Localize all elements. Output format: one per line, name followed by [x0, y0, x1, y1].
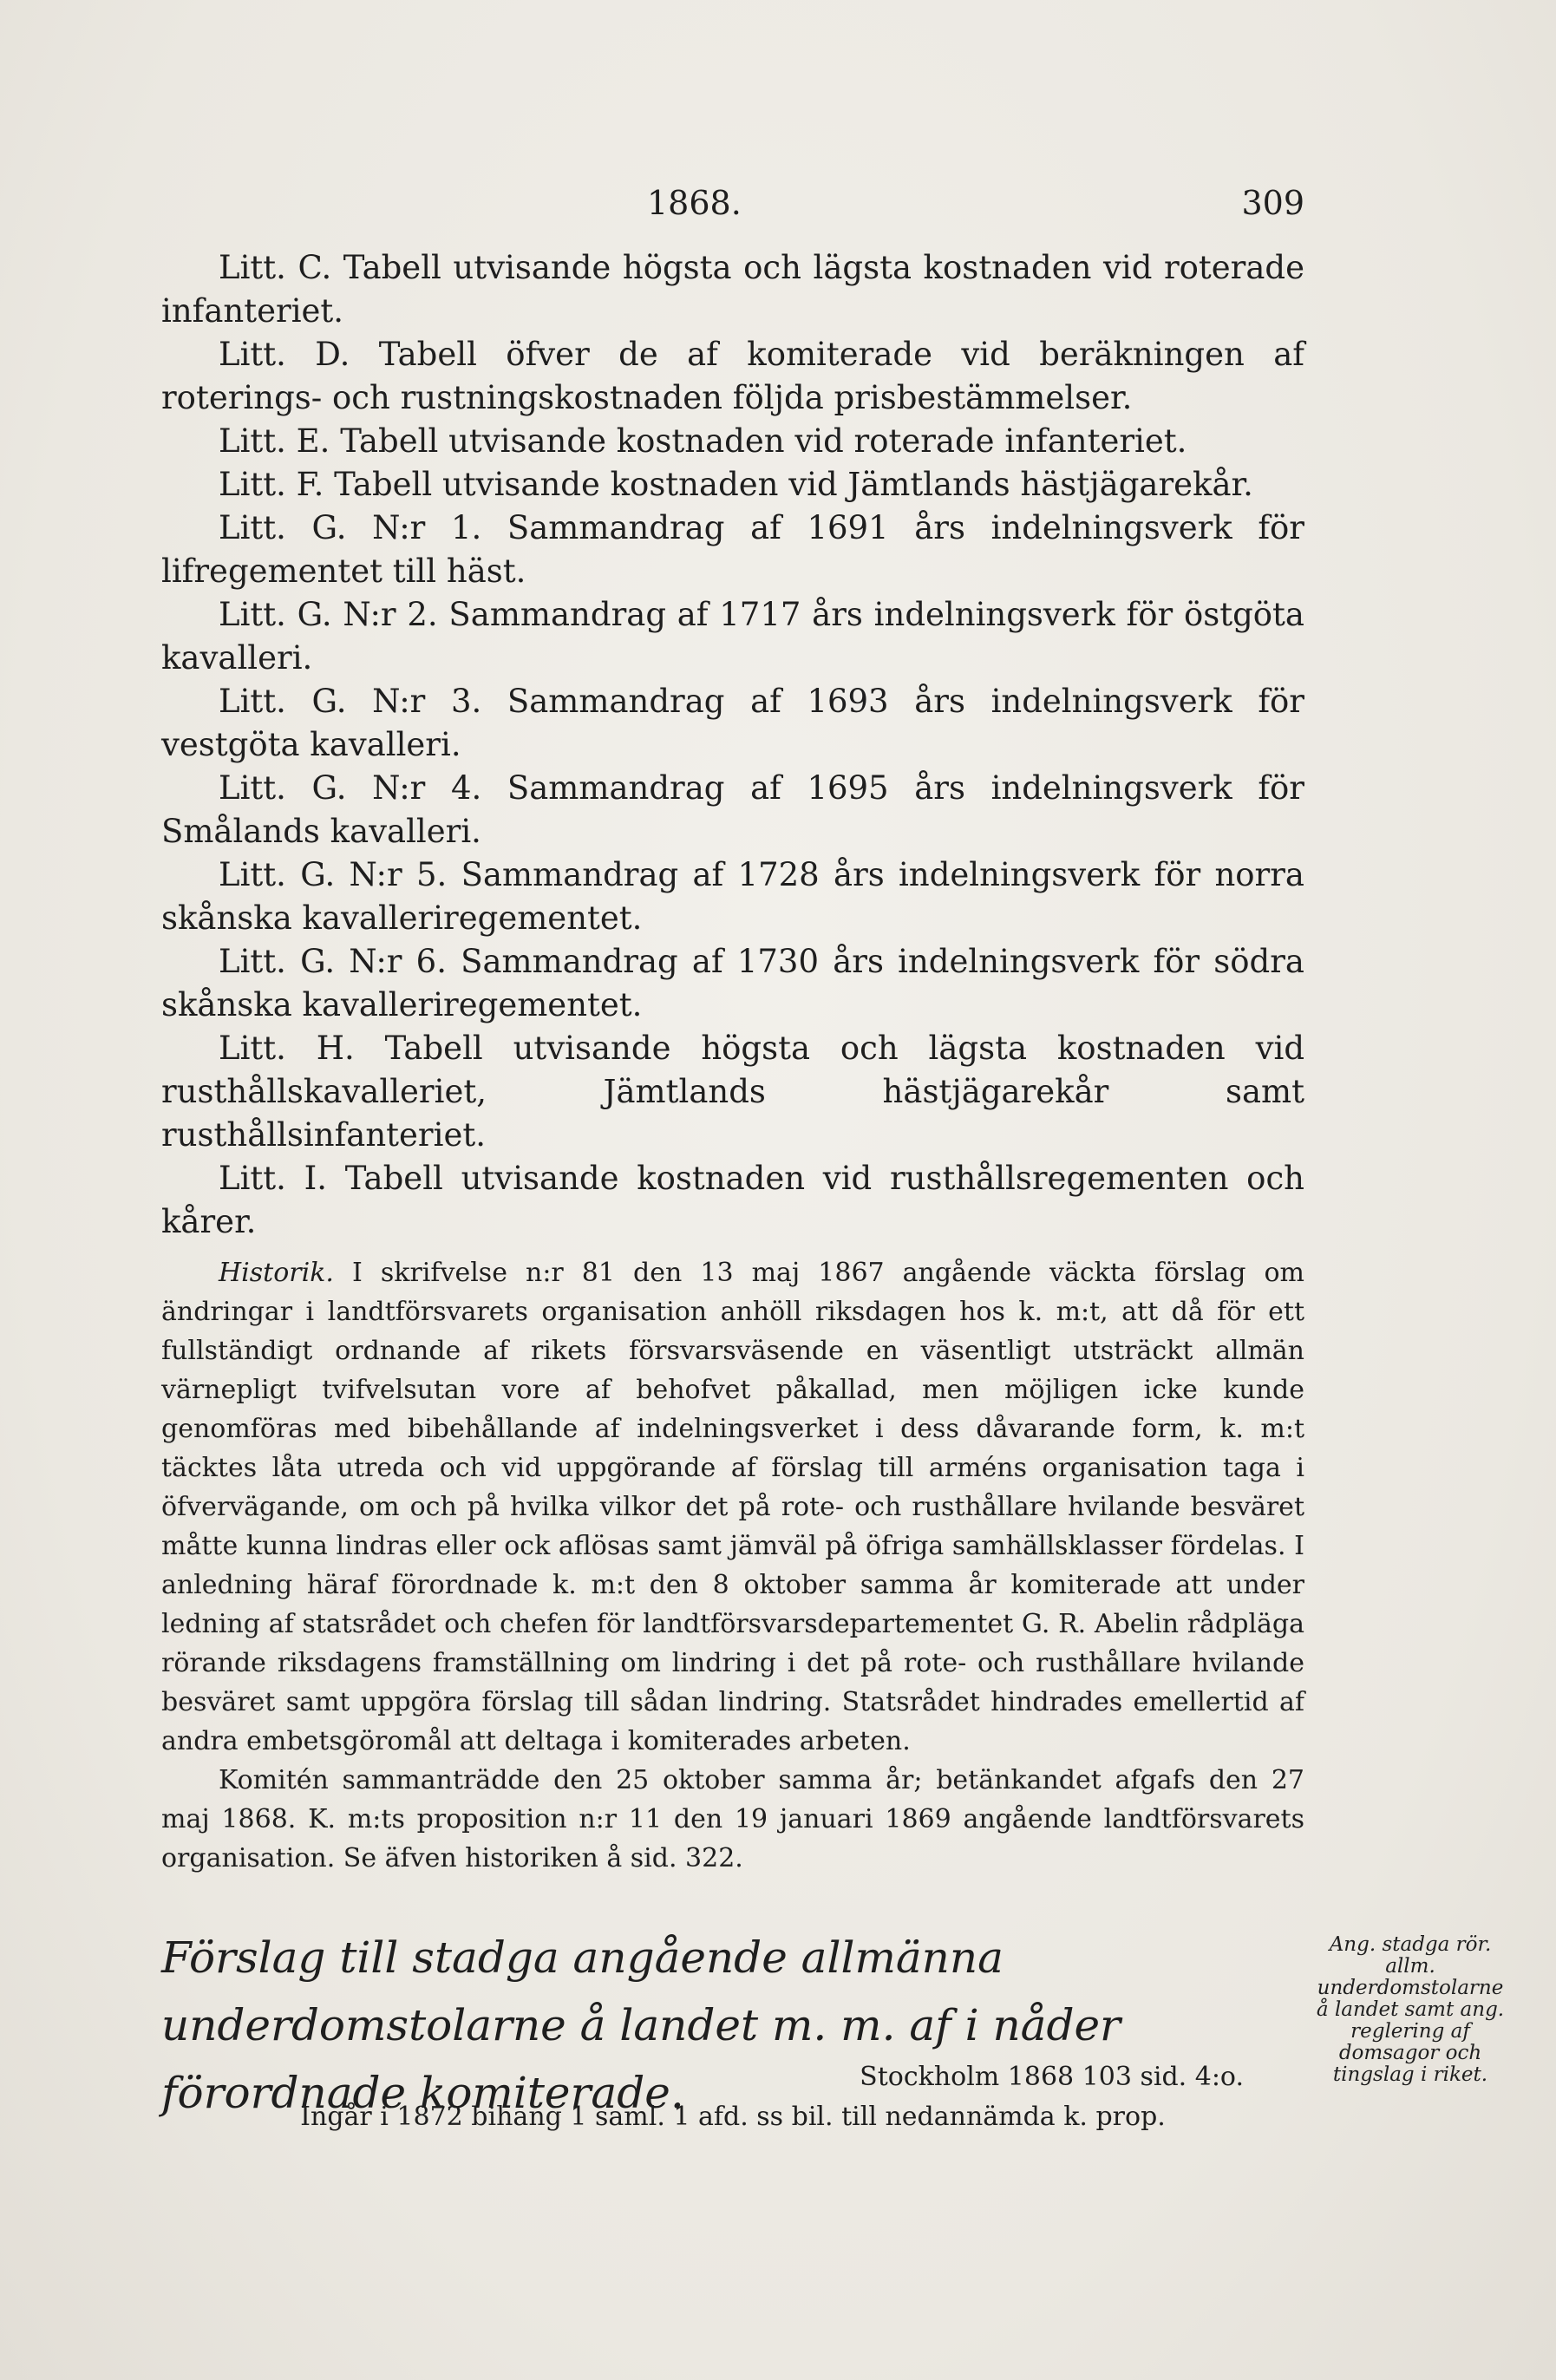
list-item: Litt. G. N:r 4. Sammandrag af 1695 års indelningsverk för Smålands kavalleri.	[161, 769, 1304, 850]
list-item: Litt. G. N:r 6. Sammandrag af 1730 års indelningsverk för södra skånska kavalleriregementet.	[161, 943, 1304, 1023]
header-year: 1868.	[647, 184, 742, 222]
list-item: Litt. I. Tabell utvisande kostnaden vid rusthållsregementen och kårer.	[161, 1160, 1304, 1240]
publication-info: Stockholm 1868 103 sid. 4:o.	[860, 2062, 1244, 2092]
list-item: Litt. F. Tabell utvisande kostnaden vid Jämtlands hästjägarekår.	[219, 466, 1253, 503]
list-item: Litt. G. N:r 3. Sammandrag af 1693 års indelningsverk för vestgöta kavalleri.	[161, 683, 1304, 763]
historik-paragraph	[161, 1253, 1304, 1761]
list-item: Litt. H. Tabell utvisande högsta och lägsta kostnaden vid rusthållskavalleriet, Jämtlands hästjägarekår samt rusthållsinfanteriet.	[161, 1030, 1304, 1154]
list-item: Litt. G. N:r 5. Sammandrag af 1728 års indelningsverk för norra skånska kavalleriregementet.	[161, 856, 1304, 937]
historik-section	[161, 1253, 1304, 1878]
historik-text: I skrifvelse n:r 81 den 13 maj 1867 angående väckta förslag om ändringar i landtförsvarets organisation anhöll riksdagen hos k. m:t, att då för ett fullständigt ordnande af rikets försvarsväsende en väsentligt utsträckt allmän värnepligt tvifvelsutan vore af behofvet påkallad, men möjligen icke kunde genomföras med bibehållande af indelningsverket i dess dåvarande form, k. m:t täcktes låta utreda och vid uppgörande af förslag till arméns organisation taga i öfvervägande, om och på hvilka vilkor det på rote- och rusthållare hvilande besväret måtte kunna lindras eller ock aflösas samt jämväl på öfriga samhällsklasser fördelas. I anledning häraf förordnade k. m:t den 8 oktober samma år komiterade att under ledning af statsrådet och chefen för landtförsvarsdepartementet G. R. Abelin rådpläga rörande riksdagens framställning om lindring i det på rote- och rusthållare hvilande besväret samt uppgöra förslag till sådan lindring. Statsrådet hindrades emellertid af andra embetsgöromål att deltaga i komiterades arbeten.	[161, 1258, 1304, 1756]
margin-note: Ang. stadga rör. allm. underdomstolarne å landet samt ang. reglering af domsagor och tingslag i riket.	[1316, 1933, 1505, 2086]
list-item: Litt. C. Tabell utvisande högsta och lägsta kostnaden vid roterade infanteriet.	[161, 249, 1304, 330]
list-item: Litt. D. Tabell öfver de af komiterade vid beräkningen af roterings- och rustningskostnaden följda prisbestämmelser.	[161, 336, 1304, 416]
page-number: 309	[1241, 184, 1304, 222]
historik-paragraph-2: Komitén sammanträdde den 25 oktober samma år; betänkandet afgafs den 27 maj 1868. K. m:ts proposition n:r 11 den 19 januari 1869 angående landtförsvarets organisation. Se äfven historiken å sid. 322.	[161, 1765, 1304, 1873]
attachment-list	[161, 246, 1304, 1244]
historik-lead: Historik.	[219, 1258, 334, 1288]
list-item: Litt. E. Tabell utvisande kostnaden vid roterade infanteriet.	[219, 422, 1187, 460]
list-item: Litt. G. N:r 2. Sammandrag af 1717 års indelningsverk för östgöta kavalleri.	[161, 596, 1304, 677]
list-item: Litt. G. N:r 1. Sammandrag af 1691 års indelningsverk för lifregementet till häst.	[161, 509, 1304, 590]
included-in-note: Ingår i 1872 bihang 1 saml. 1 afd. ss bil. till nedannämda k. prop.	[300, 2102, 1166, 2132]
forslag-title: Förslag till stadga angående allmänna underdomstolarne å landet m. m. af i nåder förordnade komiterade.	[161, 1932, 1121, 2118]
